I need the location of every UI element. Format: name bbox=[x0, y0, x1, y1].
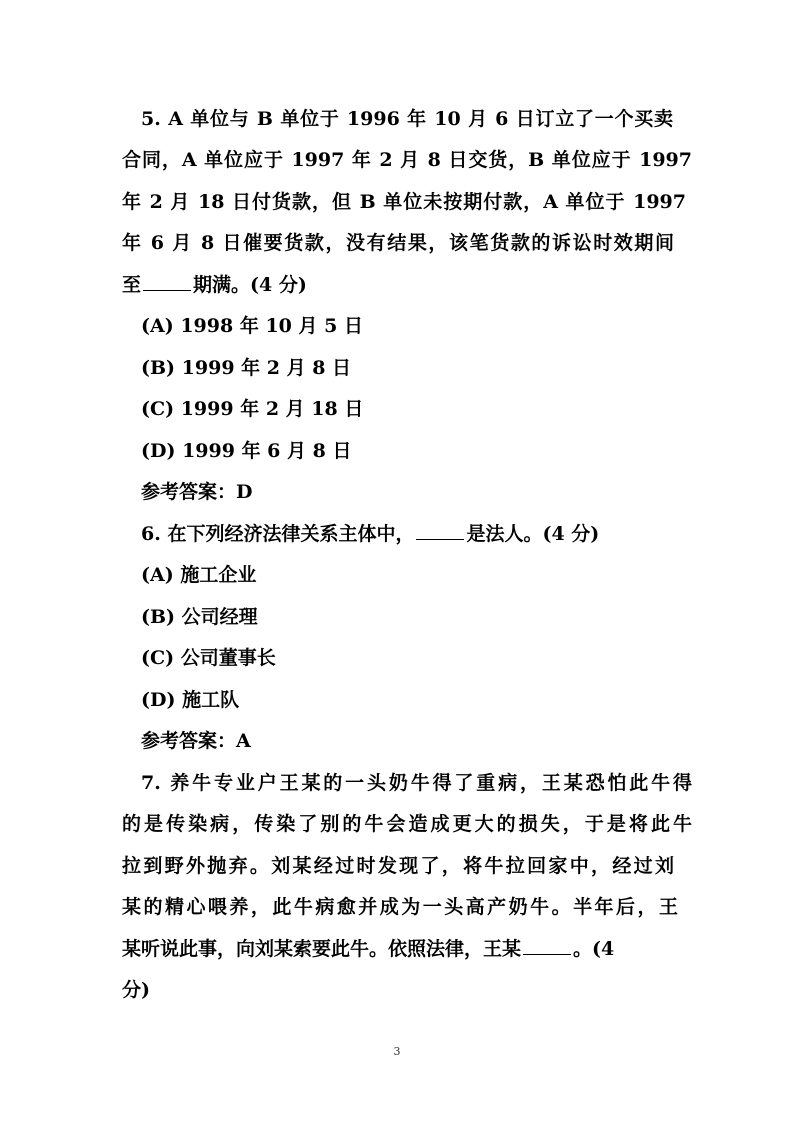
q6-answer-blank bbox=[416, 523, 464, 540]
q6-option-b: (B) 公司经理 bbox=[141, 606, 258, 628]
q6-option-d: (D) 施工队 bbox=[141, 689, 240, 711]
q6-option-c: (C) 公司董事长 bbox=[141, 647, 276, 669]
q7-line-6: 分) bbox=[122, 979, 150, 1001]
q7-line-4: 某的精心喂养，此牛病愈并成为一头高产奶牛。半年后，王 bbox=[122, 896, 678, 918]
q5-line-5-before: 至 bbox=[122, 274, 142, 296]
q5-option-a: (A) 1998 年 10 月 5 日 bbox=[141, 315, 363, 337]
page-number: 3 bbox=[393, 1045, 401, 1058]
q6-question-after: 是法人。(4 分) bbox=[466, 523, 600, 545]
q5-answer: 参考答案：D bbox=[141, 481, 253, 503]
q5-answer-blank bbox=[143, 274, 191, 291]
q6-answer: 参考答案：A bbox=[141, 730, 251, 752]
q5-line-1: 5. A 单位与 B 单位于 1996 年 10 月 6 日订立了一个买卖 bbox=[141, 108, 673, 130]
q5-option-b: (B) 1999 年 2 月 8 日 bbox=[141, 357, 352, 379]
q6-question bbox=[141, 523, 711, 545]
q5-line-3: 年 2 月 18 日付货款，但 B 单位未按期付款，A 单位于 1997 bbox=[122, 191, 686, 213]
q6-option-a: (A) 施工企业 bbox=[141, 564, 257, 586]
q5-option-d: (D) 1999 年 6 月 8 日 bbox=[141, 440, 352, 462]
q7-line-3: 拉到野外抛弃。刘某经过时发现了，将牛拉回家中，经过刘 bbox=[122, 855, 674, 877]
q7-line-5-after: 。(4 bbox=[573, 938, 615, 960]
q5-line-5-after: 期满。(4 分) bbox=[193, 274, 307, 296]
q7-line-1: 7. 养牛专业户王某的一头奶牛得了重病，王某恐怕此牛得 bbox=[141, 772, 692, 794]
q5-line-2: 合同，A 单位应于 1997 年 2 月 8 日交货，B 单位应于 1997 bbox=[122, 149, 692, 171]
q7-line-5-before: 某听说此事，向刘某索要此牛。依照法律，王某 bbox=[122, 938, 522, 960]
q5-line-5 bbox=[122, 274, 692, 296]
q7-line-2: 的是传染病，传染了别的牛会造成更大的损失，于是将此牛 bbox=[122, 813, 692, 835]
q7-line-5 bbox=[122, 938, 692, 960]
q7-answer-blank bbox=[523, 938, 571, 955]
q5-option-c: (C) 1999 年 2 月 18 日 bbox=[141, 398, 364, 420]
q5-line-4: 年 6 月 8 日催要货款，没有结果，该笔货款的诉讼时效期间 bbox=[122, 232, 674, 254]
q6-question-before: 6. 在下列经济法律关系主体中， bbox=[141, 523, 415, 545]
